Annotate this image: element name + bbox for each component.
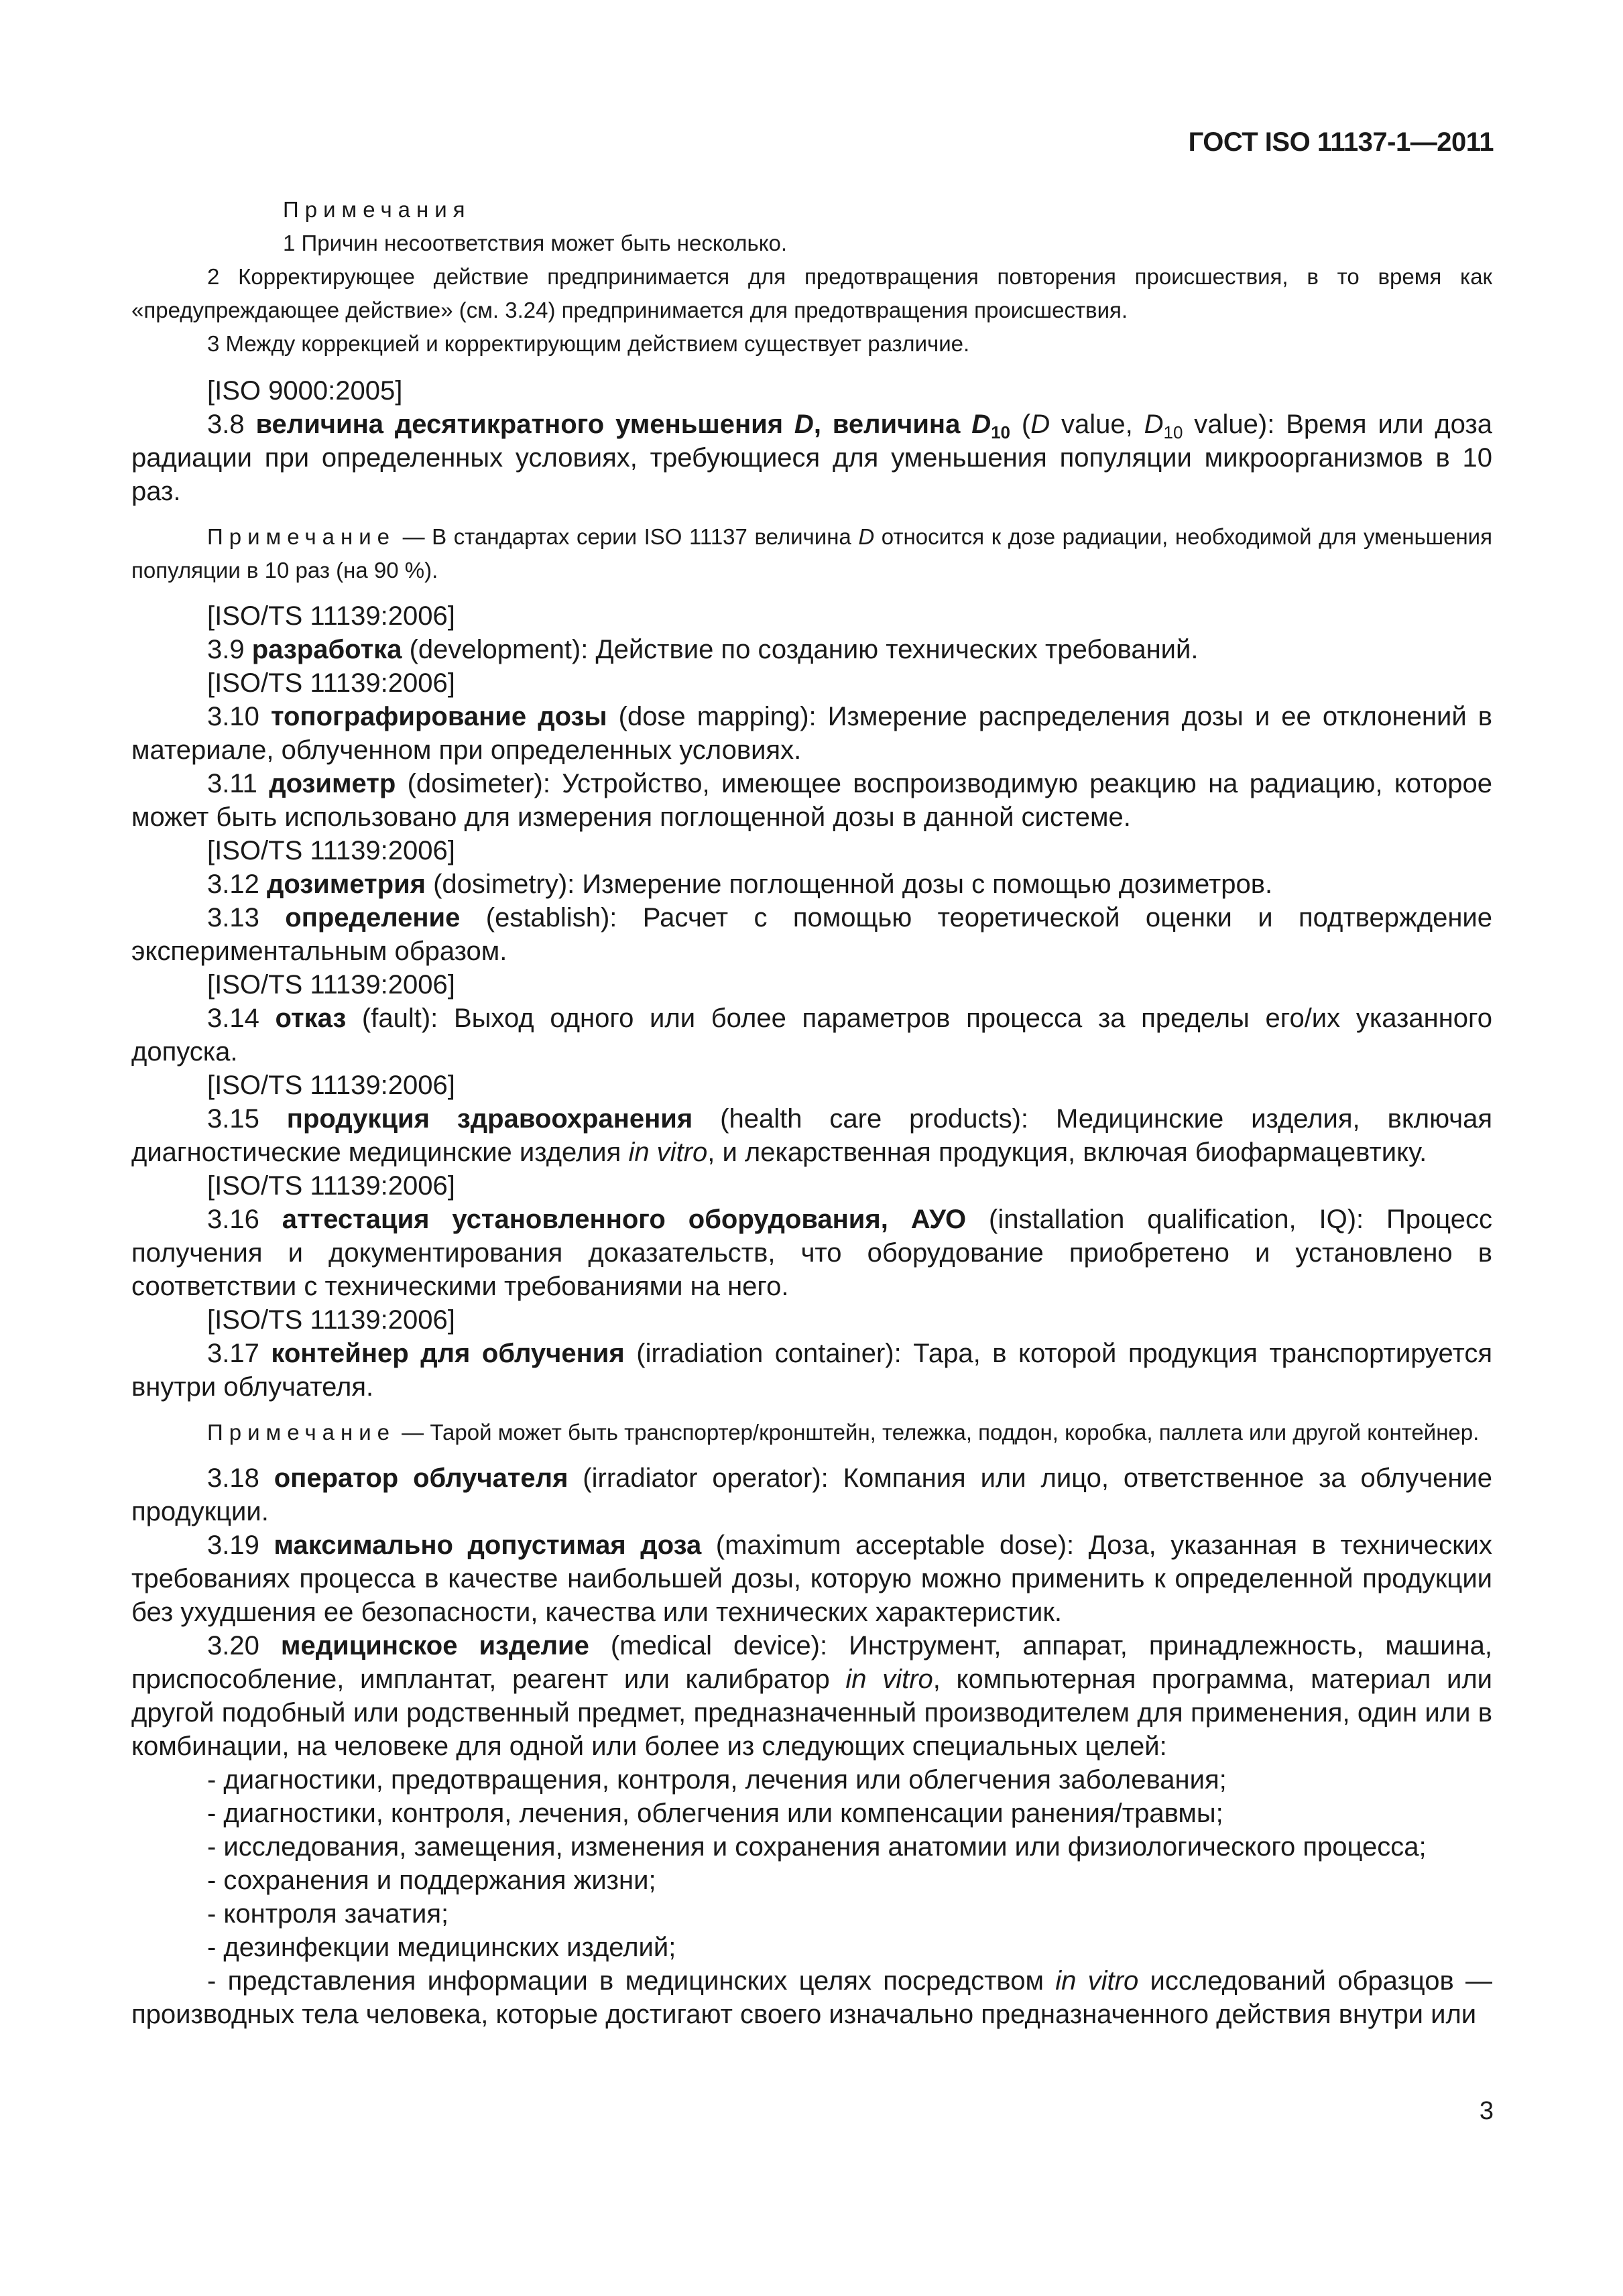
- reference-ts: [ISO/TS 11139:2006]: [207, 601, 455, 631]
- reference-ts: [ISO/TS 11139:2006]: [207, 1071, 455, 1100]
- term-3-19: 3.19 максимально допустимая доза (maximum acceptable dose): Доза, указанная в технических требованиях процесса в качестве наибольшей дозы, которую можно применить к определенной продукции без ухудшения ее безопасности, качества или технических характеристик.: [131, 1530, 1492, 1627]
- term-3-20: 3.20 медицинское изделие (medical device): Инструмент, аппарат, принадлежность, машина, приспособление, имплантат, реагент или калибратор in vitro, компьютерная программа, материал или другой подобный или родственный предмет, предназначенный производителем для применения, один или в комбинации, на человеке для одной или более из следующих специальных целей:: [131, 1631, 1493, 1761]
- term-3-15: 3.15 продукция здравоохранения (health care products): Медицинские изделия, включая диагностические медицинские изделия in vitro, и лекарственная продукция, включая биофармацевтику.: [131, 1104, 1493, 1167]
- term-3-17: 3.17 контейнер для облучения (irradiation container): Тара, в которой продукция транспортируется внутри облучателя.: [131, 1339, 1492, 1402]
- note-2: 2 Корректирующее действие предпринимается для предотвращения повторения происшествия, в то время как «предупреждающее действие» (см. 3.24) предпринимается для предотвращения происшествия.: [131, 264, 1492, 322]
- list-item: - диагностики, предотвращения, контроля, лечения или облегчения заболевания;: [207, 1765, 1227, 1795]
- reference-ts: [ISO/TS 11139:2006]: [207, 970, 455, 1000]
- list-item: - дезинфекции медицинских изделий;: [207, 1933, 676, 1962]
- term-3-8: 3.8 величина десятикратного уменьшения D, величина $D_{10}$ (D value, $D_{10}$ value): Время или доза радиации при определенных условиях, требующиеся для уменьшения популяции микроорганизмов в 10 раз.: [131, 410, 1493, 506]
- term-3-16: 3.16 аттестация установленного оборудования, АУО (installation qualification, IQ): Процесс получения и документирования доказательств, что оборудование приобретено и установлено в соответствии с техническими требованиями на него.: [131, 1205, 1493, 1301]
- term-3-18: 3.18 оператор облучателя (irradiator operator): Компания или лицо, ответственное за облучение продукции.: [131, 1463, 1493, 1526]
- reference-ts: [ISO/TS 11139:2006]: [207, 668, 455, 698]
- term-3-10: 3.10 топографирование дозы (dose mapping): Измерение распределения дозы и ее отклонений в материале, облученном при определенных условиях.: [131, 702, 1492, 765]
- note-3-17: Примечание — Тарой может быть транспортер/кронштейн, тележка, поддон, коробка, паллета или другой контейнер.: [207, 1420, 1480, 1445]
- page-number: 3: [1479, 2097, 1494, 2125]
- term-3-13: 3.13 определение (establish): Расчет с помощью теоретической оценки и подтверждение экспериментальным образом.: [131, 903, 1492, 966]
- list-item: - сохранения и поддержания жизни;: [207, 1866, 656, 1895]
- notes-block: [131, 193, 1492, 361]
- reference-iso9000: [ISO 9000:2005]: [207, 376, 403, 406]
- reference-ts: [ISO/TS 11139:2006]: [207, 1305, 455, 1335]
- note-3: 3 Между коррекцией и корректирующим действием существует различие.: [207, 331, 970, 356]
- term-3-9: 3.9 разработка (development): Действие по созданию технических требований.: [207, 635, 1199, 664]
- reference-ts: [ISO/TS 11139:2006]: [207, 1171, 455, 1201]
- list-item-last: - представления информации в медицинских целях посредством in vitro исследований образцов — производных тела человека, которые достигают своего изначально предназначенного действия внутри или: [131, 1966, 1493, 2029]
- list-item: - диагностики, контроля, лечения, облегчения или компенсации ранения/травмы;: [207, 1799, 1223, 1828]
- note-3-8: Примечание — В стандартах серии ISO 11137 величина D относится к дозе радиации, необходимой для уменьшения популяции в 10 раз (на 90 %).: [131, 524, 1492, 583]
- document-header: ГОСТ ISO 11137-1—2011: [1188, 127, 1494, 157]
- term-3-11: 3.11 дозиметр (dosimeter): Устройство, имеющее воспроизводимую реакцию на радиацию, которое может быть использовано для измерения поглощенной дозы в данной системе.: [131, 769, 1492, 832]
- list-item: - исследования, замещения, изменения и сохранения анатомии или физиологического процесса;: [207, 1832, 1427, 1862]
- term-3-12: 3.12 дозиметрия (dosimetry): Измерение поглощенной дозы с помощью дозиметров.: [207, 869, 1273, 899]
- list-item: - контроля зачатия;: [207, 1899, 449, 1929]
- reference-ts: [ISO/TS 11139:2006]: [207, 836, 455, 865]
- page-body: [131, 193, 1492, 2031]
- note-1: 1 Причин несоответствия может быть несколько.: [283, 231, 788, 255]
- notes-title: Примечания: [283, 197, 471, 222]
- term-3-14: 3.14 отказ (fault): Выход одного или более параметров процесса за пределы его/их указанного допуска.: [131, 1004, 1492, 1067]
